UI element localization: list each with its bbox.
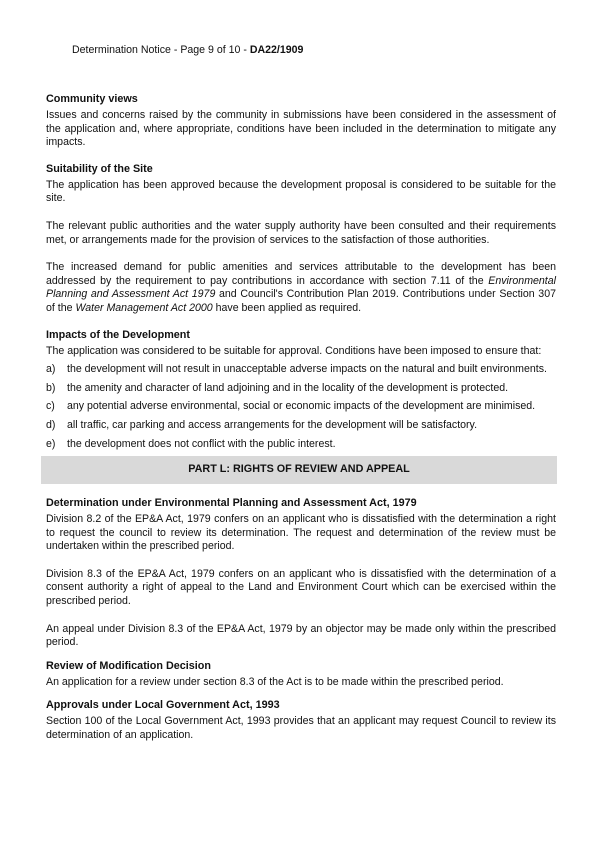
act-name-water: Water Management Act 2000 [75,301,213,314]
modification-section [46,659,556,690]
part-l-banner [41,456,557,484]
impacts-list [46,363,556,451]
community-views-section [46,92,556,150]
lga-heading: Approvals under Local Government Act, 1993 [46,699,280,712]
impacts-section [46,328,556,452]
impacts-heading: Impacts of the Development [46,328,190,341]
modification-heading: Review of Modification Decision [46,659,211,672]
header-page-info: Determination Notice - Page 9 of 10 - [72,44,250,56]
act-name-epa: Environmental Planning and Assessment Act 1979 [46,274,556,301]
lga-section [46,698,556,742]
list-item: d) all traffic, car parking and access arrangements for the development will be satisfactory. [46,418,478,431]
list-item: b) the amenity and character of land adjoining and in the locality of the development is protected. [46,381,509,394]
community-views-heading: Community views [46,93,138,105]
suitability-heading: Suitability of the Site [46,162,153,175]
list-item: a) the development will not result in unacceptable adverse impacts on the natural and built environments. [46,363,547,376]
community-views-text: Issues and concerns raised by the community in submissions have been considered in the assessment of the application and, where appropriate, conditions have been included in the determination to mitigate any impacts. [46,109,556,149]
suitability-section [46,162,556,316]
header-reference: DA22/1909 [249,44,304,56]
impacts-intro: The application was considered to be suitable for approval. Conditions have been imposed to ensure that: [46,344,542,357]
epa-paragraph-2: Division 8.3 of the EP&A Act, 1979 confers on an applicant who is dissatisfied with the determination of a consent authority a right of appeal to the Land and Environment Court which can be exercised within the prescribed period. [46,567,556,608]
epa-section [46,496,556,650]
document-body [46,92,556,743]
page-header [72,44,303,58]
part-l-title: PART L: RIGHTS OF REVIEW AND APPEAL [188,463,410,476]
epa-heading: Determination under Environmental Planning and Assessment Act, 1979 [46,497,417,510]
list-item: c) any potential adverse environmental, social or economic impacts of the development are minimised. [46,400,536,413]
list-item: e) the development does not conflict with the public interest. [46,437,336,450]
epa-paragraph-3: An appeal under Division 8.3 of the EP&A Act, 1979 by an objector may be made only within the prescribed period. [46,622,556,649]
lga-text: Section 100 of the Local Government Act, 1993 provides that an applicant may request Council to review its determination of an application. [46,715,556,742]
modification-text: An application for a review under section 8.3 of the Act is to be made within the prescribed period. [46,675,504,688]
suitability-paragraph-2: The relevant public authorities and the water supply authority have been consulted and their requirements met, or arrangements made for the provision of services to the satisfaction of those authorities. [46,219,556,246]
suitability-paragraph-1: The application has been approved because the development proposal is considered to be suitable for the site. [46,178,556,205]
suitability-paragraph-3: The increased demand for public amenities and services attributable to the development has been addressed by the requirement to pay contributions in accordance with section 7.11 of the Environmental Planning and Assessment Act 1979 and Council's Contribution Plan 2019. Contributions under Section 307 of the Water Management Act 2000 have been applied as required. [46,261,556,314]
epa-paragraph-1: Division 8.2 of the EP&A Act, 1979 confers on an applicant who is dissatisfied with the determination a right to request the council to review its determination. The request and determination of the review must be undertaken within the prescribed period. [46,513,556,553]
